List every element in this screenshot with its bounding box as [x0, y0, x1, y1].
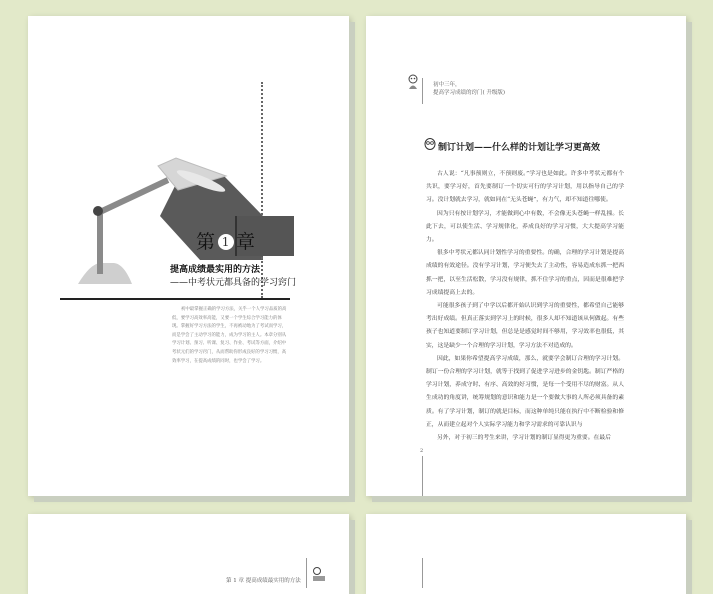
- content-page: [366, 16, 686, 496]
- chapter-subtitle-main: 提高成绩最实用的方法: [170, 265, 261, 275]
- dotted-divider: [261, 82, 263, 298]
- paragraph: 另外，对于初三的考生来讲，学习计划的制订显得更为重要。在最后: [437, 435, 611, 442]
- chapter-underline: [60, 298, 290, 300]
- chapter-suffix: 章: [236, 231, 257, 253]
- running-header-line1: 初中三年，: [433, 82, 461, 88]
- lamp-base: [78, 263, 132, 284]
- chapter-subtitle-secondary: ——中考状元都具备的学习窍门: [170, 278, 297, 288]
- header-rule: [422, 78, 423, 104]
- paragraph: 可能很多孩子到了中学以后都开始认识到学习的重要性，都希望自己能够考出好成绩。但真正落实到学习上的时候，很多人却不知道该从何做起。有些孩子也知道要制订学习计划，但总是是感觉时间不够用，学习效率也很低，其实，这是缺少一个合理的学习计划，学习方法不对造成的。: [426, 303, 624, 349]
- chapter-intro-text: 初中最掌握正确的学习方法，关乎一个人学习品质的高低，要学习高效率高能，又要一个学生综合学习能力的体现。掌握好学习方法的学生，不再被动地为了考试而学习，而是学会了主动学习的能力，成为学习的主人。本章分别从学习计划、预习、听课、复习、作业、考试等方面，介绍中考状元们的学习窍门，从而帮助你形成良好的学习习惯，高效率学习，在提高成绩的同时，也学会了学习。: [172, 307, 287, 364]
- student-mascot-icon: [406, 74, 420, 90]
- running-footer: 第 1 章 提高成绩最实用的方法: [226, 578, 301, 584]
- paragraph: 很多中考状元都认同计划性学习的重要性。的确，合理的学习计划是提高成绩的有效途径。没有学习计划，学习便失去了主动性，容易造成东抓一把西抓一把，以至生活松散，学习没有规律，抓不住学习的重点，因而是很难把学习成绩提高上去的。: [426, 250, 624, 296]
- reading-student-icon: [310, 566, 328, 582]
- page-number: 2: [420, 448, 424, 454]
- paragraph: 因为只有按计划学习，才能做到心中有数，不会像无头苍蝇一样乱撞。长此下去，可以使生活、学习规律化，养成良好的学习习惯，大大提高学习能力。: [426, 210, 624, 244]
- body-text: [426, 168, 624, 445]
- page-number-rule: [422, 456, 423, 496]
- next-chapter-page: [28, 514, 349, 594]
- chapter-prefix: 第: [196, 231, 217, 253]
- lamp-joint: [93, 206, 103, 216]
- lamp-arm-upper: [100, 180, 168, 212]
- chapter-opener-page: [28, 16, 349, 496]
- running-header-line2: 提高学习成绩的窍门( 升级版): [433, 90, 506, 96]
- owl-icon: [424, 137, 436, 150]
- paragraph: 古人说：“凡事预则立，不预则废。”学习也是如此。许多中考状元都有个共识，要学习好，首先要制订一个切实可行的学习计划，用以指导自己的学习。没计划就去学习，就如同在“无头苍蝇”，有力气，却不知道往哪使。: [426, 171, 624, 204]
- chapter-number-badge: 1: [218, 234, 234, 250]
- chapter-title: [196, 228, 256, 256]
- next-content-page: [366, 514, 686, 594]
- section-title: 制订计划——什么样的计划让学习更高效: [438, 143, 601, 153]
- paragraph: 因此，如果你希望提高学习成绩，那么，就要学会制订合理的学习计划。制订一份合理的学习计划，就等于找到了促进学习进步的金钥匙。制订严格的学习计划，养成守时、有序、高效的好习惯，是每一个受用不尽的财富。从人生成功的角度讲，统筹规划的意识和能力是一个要做大事的人所必须具备的素质。有了学习计划，制订的就是目标，而这种单纯只能在执行中不断检验和修正，从而建立起对个人实际学习能力和学习需求的可靠认识与: [426, 355, 624, 428]
